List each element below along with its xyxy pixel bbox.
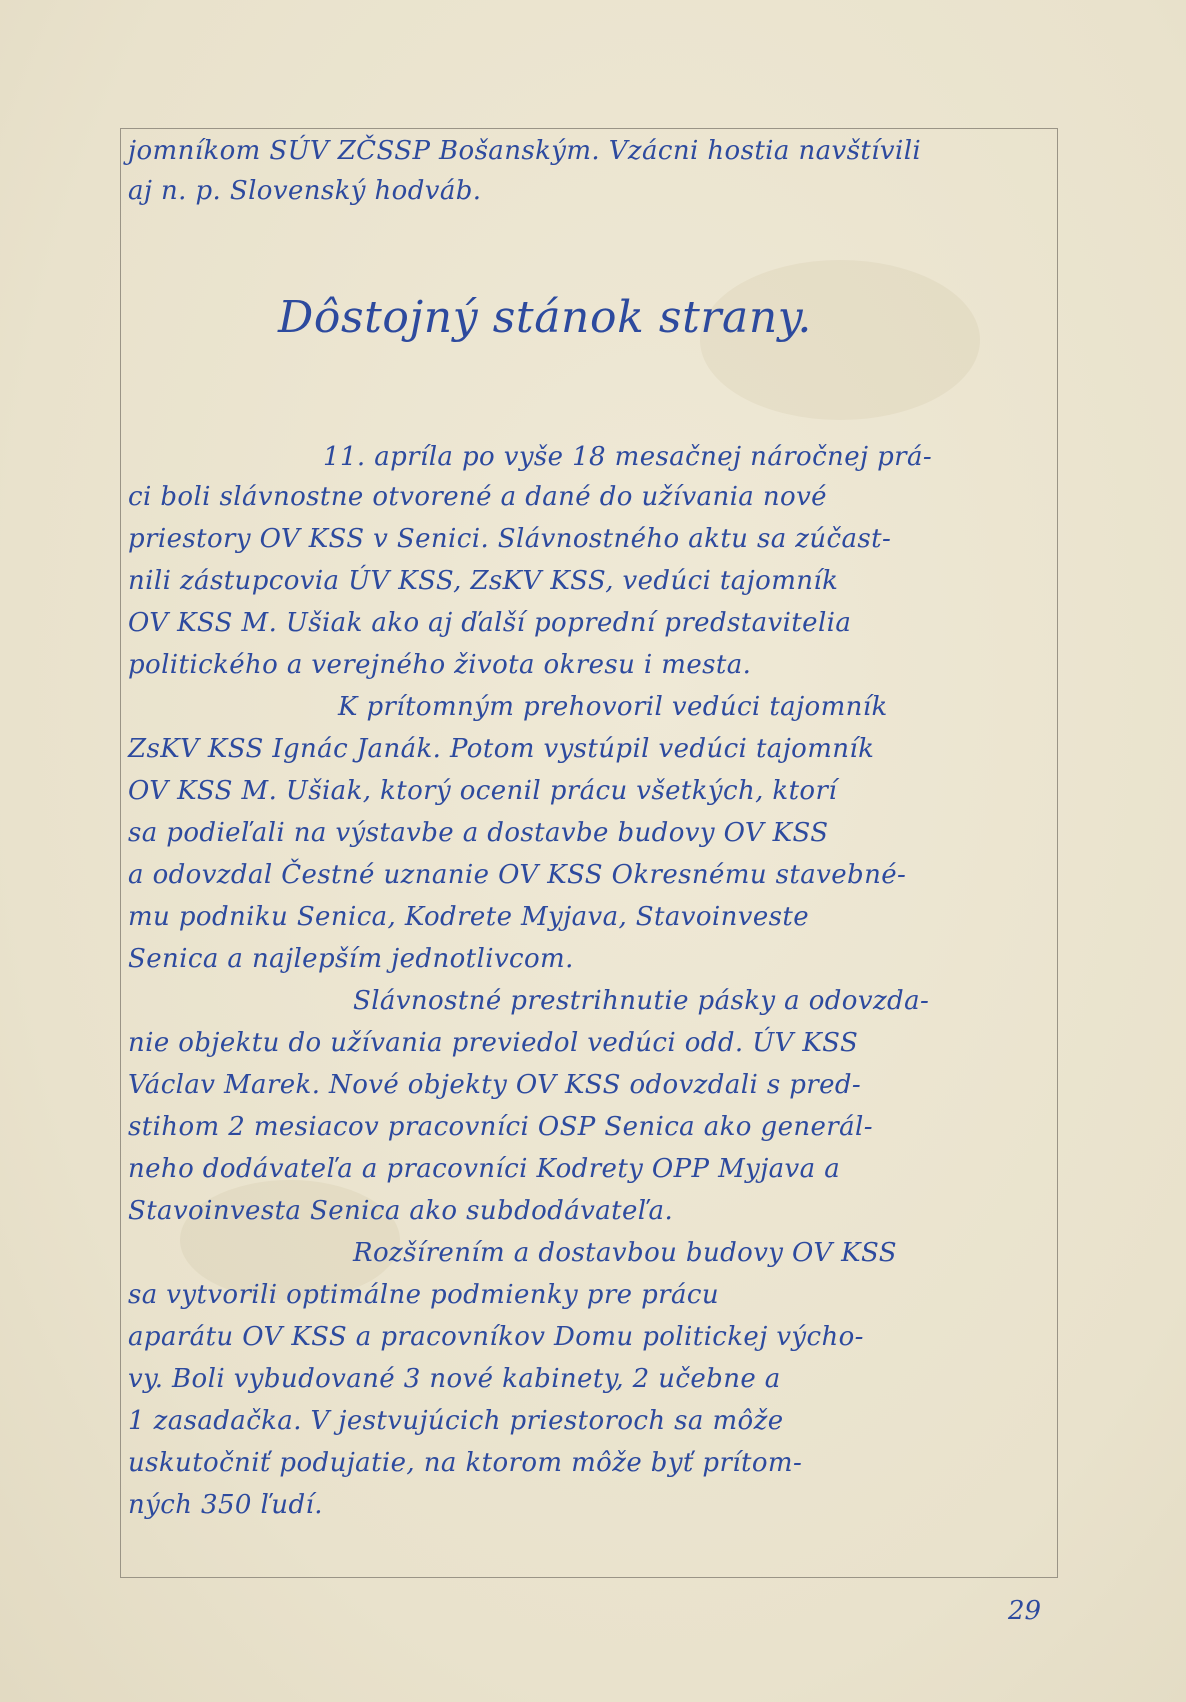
text-line: K prítomným prehovoril vedúci tajomník: [338, 692, 888, 722]
section-heading: Dôstojný stánok strany.: [278, 292, 812, 343]
text-line: 1 zasadačka. V jestvujúcich priestoroch sa môže: [128, 1406, 784, 1436]
text-line: sa podieľali na výstavbe a dostavbe budovy OV KSS: [128, 818, 829, 848]
text-line: aparátu OV KSS a pracovníkov Domu politickej výcho-: [128, 1322, 864, 1352]
page-border-frame: [120, 128, 1058, 1578]
text-line: 11. apríla po vyše 18 mesačnej náročnej prá-: [323, 442, 933, 472]
text-line: a odovzdal Čestné uznanie OV KSS Okresnému stavebné-: [128, 860, 907, 890]
text-line: uskutočniť podujatie, na ktorom môže byť prítom-: [128, 1448, 803, 1478]
text-line: Václav Marek. Nové objekty OV KSS odovzdali s pred-: [128, 1070, 862, 1100]
text-line: Stavoinvesta Senica ako subdodávateľa.: [128, 1196, 674, 1226]
text-line: Slávnostné prestrihnutie pásky a odovzda-: [353, 986, 930, 1016]
text-line: jomníkom SÚV ZČSSP Bošanským. Vzácni hostia navštívili: [128, 136, 922, 166]
text-line: Senica a najlepším jednotlivcom.: [128, 944, 574, 974]
text-line: politického a verejného života okresu i mesta.: [128, 650, 752, 680]
text-line: nie objektu do užívania previedol vedúci odd. ÚV KSS: [128, 1028, 859, 1058]
text-line: aj n. p. Slovenský hodváb.: [128, 176, 482, 206]
page-number: 29: [1008, 1596, 1042, 1626]
text-line: ZsKV KSS Ignác Janák. Potom vystúpil vedúci tajomník: [128, 734, 875, 764]
text-line: OV KSS M. Ušiak ako aj ďalší poprední predstavitelia: [128, 608, 852, 638]
text-line: ci boli slávnostne otvorené a dané do užívania nové: [128, 482, 827, 512]
text-line: neho dodávateľa a pracovníci Kodrety OPP Myjava a: [128, 1154, 841, 1184]
text-line: vy. Boli vybudované 3 nové kabinety, 2 učebne a: [128, 1364, 781, 1394]
text-line: priestory OV KSS v Senici. Slávnostného aktu sa zúčast-: [128, 524, 892, 554]
text-line: OV KSS M. Ušiak, ktorý ocenil prácu všetkých, ktorí: [128, 776, 838, 806]
text-line: ných 350 ľudí.: [128, 1490, 323, 1520]
text-line: nili zástupcovia ÚV KSS, ZsKV KSS, vedúci tajomník: [128, 566, 839, 596]
text-line: Rozšírením a dostavbou budovy OV KSS: [353, 1238, 897, 1268]
text-line: mu podniku Senica, Kodrete Myjava, Stavoinveste: [128, 902, 810, 932]
text-line: sa vytvorili optimálne podmienky pre prácu: [128, 1280, 719, 1310]
text-line: stihom 2 mesiacov pracovníci OSP Senica ako generál-: [128, 1112, 873, 1142]
